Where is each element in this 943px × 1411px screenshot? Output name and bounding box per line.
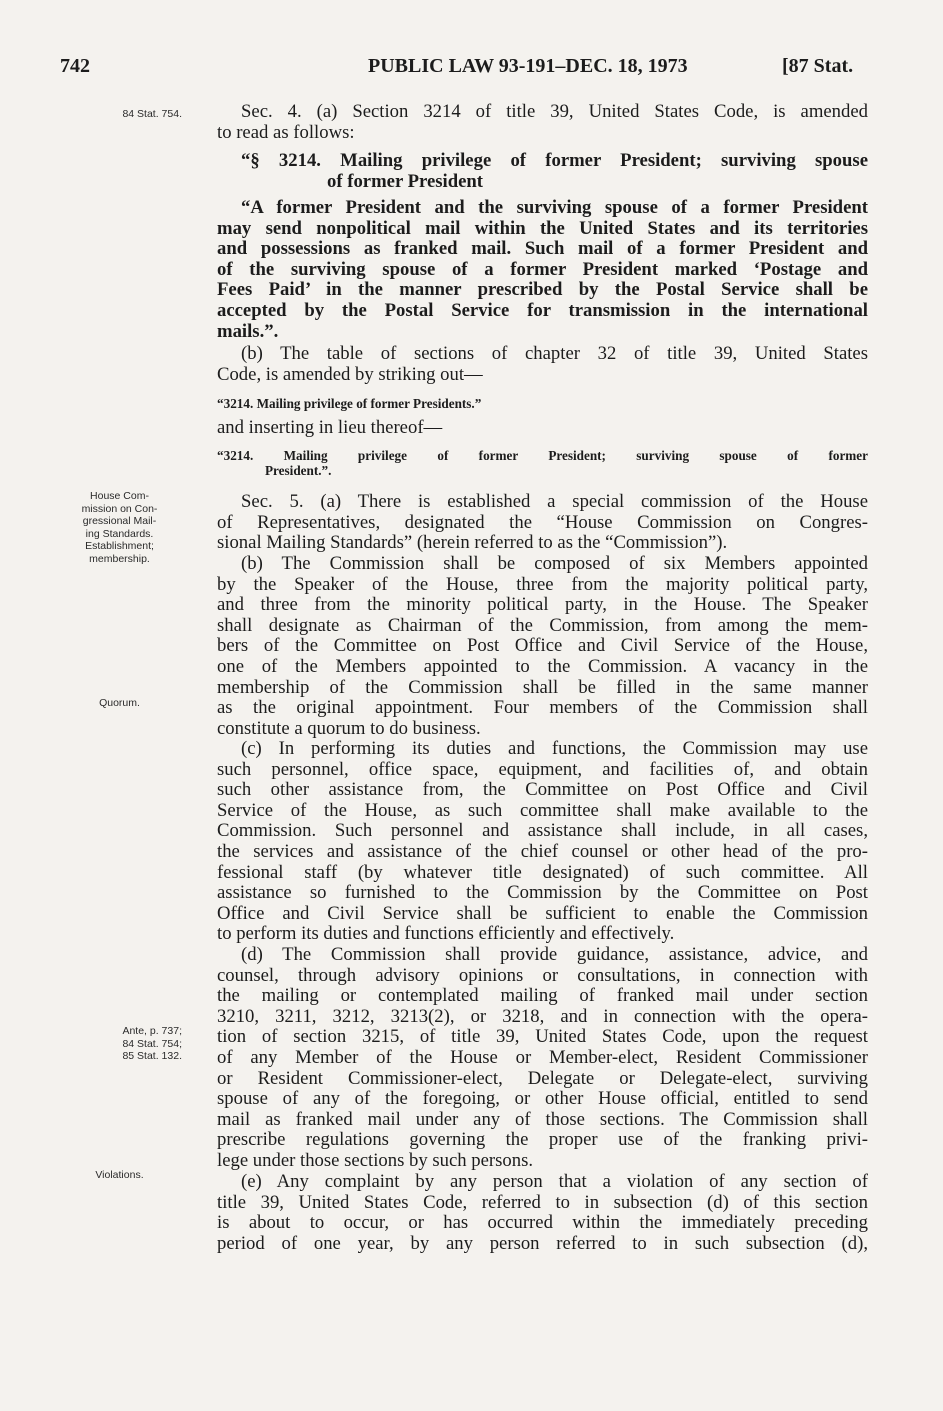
sec5-b: (b) The Commission shall be composed of six Members appointed by the Speaker of the House, three from the majority political party, and three from the minority political party, in the House. The Speaker shall designate as Chairman of the Commission, from among the mem- bers of the Committee on Post Office and Civil Service of the House, one of the Members appointed to the Commission. A vacancy in the membership of the Commission shall be filled in the same manner as the original appointment. Four members of the Commission shall constitute a quorum to do business. bbox=[217, 553, 868, 739]
margin-note-house-commission: House Com- mission on Con- gressional Mail- ing Standards. Establishment; membership. bbox=[81, 490, 158, 565]
sec4-quoted-paragraph: “A former President and the surviving spouse of a former President may send nonpolitical mail within the United States and its territories and possessions as franked mail. Such mail of a former President and of the surviving spouse of a former President marked ‘Postage and Fees Paid’ in the manner prescribed by the Postal Service shall be accepted by the Postal Service for transmission in the international mails.”. bbox=[217, 197, 868, 342]
margin-note-violations: Violations. bbox=[95, 1169, 144, 1181]
sec5-a: Sec. 5. (a) There is established a special commission of the House of Representatives, designated the “House Commission on Congres- sional Mailing Standards” (herein referred to as the “Commission”). bbox=[217, 491, 868, 554]
margin-note-84-stat: 84 Stat. 754. bbox=[122, 108, 182, 120]
section-heading-3214: “§ 3214. Mailing privilege of former President; surviving spouse of former President bbox=[241, 150, 868, 192]
sec5-d: (d) The Commission shall provide guidance, assistance, advice, and counsel, through advisory opinions or consultations, in connection with the mailing or contemplated mailing of franked mail under section 3210, 3211, 3212, 3213(2), or 3218, and in connection with the opera- tion of section 3215, of title 39, United States Code, upon the request of any Member of the House or Member-elect, Resident Commissioner or Resident Commissioner-elect, Delegate or Delegate-elect, surviving spouse of any of the foregoing, or other House official, entitled to send mail as franked mail under any of those sections. The Commission shall prescribe regulations governing the proper use of the franking privi- lege under those sections by such persons. bbox=[217, 944, 868, 1171]
sec5-e: (e) Any complaint by any person that a violation of any section of title 39, United States Code, referred to in subsection (d) of this section is about to occur, or has occurred within the immediately preceding period of one year, by any person referred to in such subsection (d), bbox=[217, 1171, 868, 1254]
sec4-quote-inserted: “3214. Mailing privilege of former President; surviving spouse of former President.”. bbox=[217, 448, 868, 478]
margin-note-ante: Ante, p. 737; 84 Stat. 754; 85 Stat. 132. bbox=[122, 1025, 182, 1062]
sec4-insert-line: and inserting in lieu thereof— bbox=[217, 417, 443, 438]
sec5-c: (c) In performing its duties and functions, the Commission may use such personnel, office space, equipment, and facilities of, and obtain such other assistance from, the Committee on Post Office and Civil Service of the House, as such committee shall make available to the Commission. Such personnel and assistance shall include, in all cases, the services and assistance of the chief counsel or other head of the pro- fessional staff (by whatever title designated) of such committee. All assistance so furnished to the Commission by the Committee on Post Office and Civil Service shall be sufficient to enable the Commission to perform its duties and functions efficiently and effectively. bbox=[217, 738, 868, 945]
margin-note-quorum: Quorum. bbox=[99, 697, 140, 709]
statute-reference: [87 Stat. bbox=[782, 55, 854, 77]
page-number: 742 bbox=[60, 55, 90, 77]
sec4-a: Sec. 4. (a) Section 3214 of title 39, United States Code, is amended to read as follows: bbox=[217, 101, 868, 143]
sec4-quote-stricken: “3214. Mailing privilege of former Presidents.” bbox=[217, 396, 482, 411]
running-title: PUBLIC LAW 93-191–DEC. 18, 1973 bbox=[368, 55, 688, 77]
sec4-b: (b) The table of sections of chapter 32 of title 39, United States Code, is amended by striking out— bbox=[217, 343, 868, 385]
page-header bbox=[0, 55, 943, 85]
